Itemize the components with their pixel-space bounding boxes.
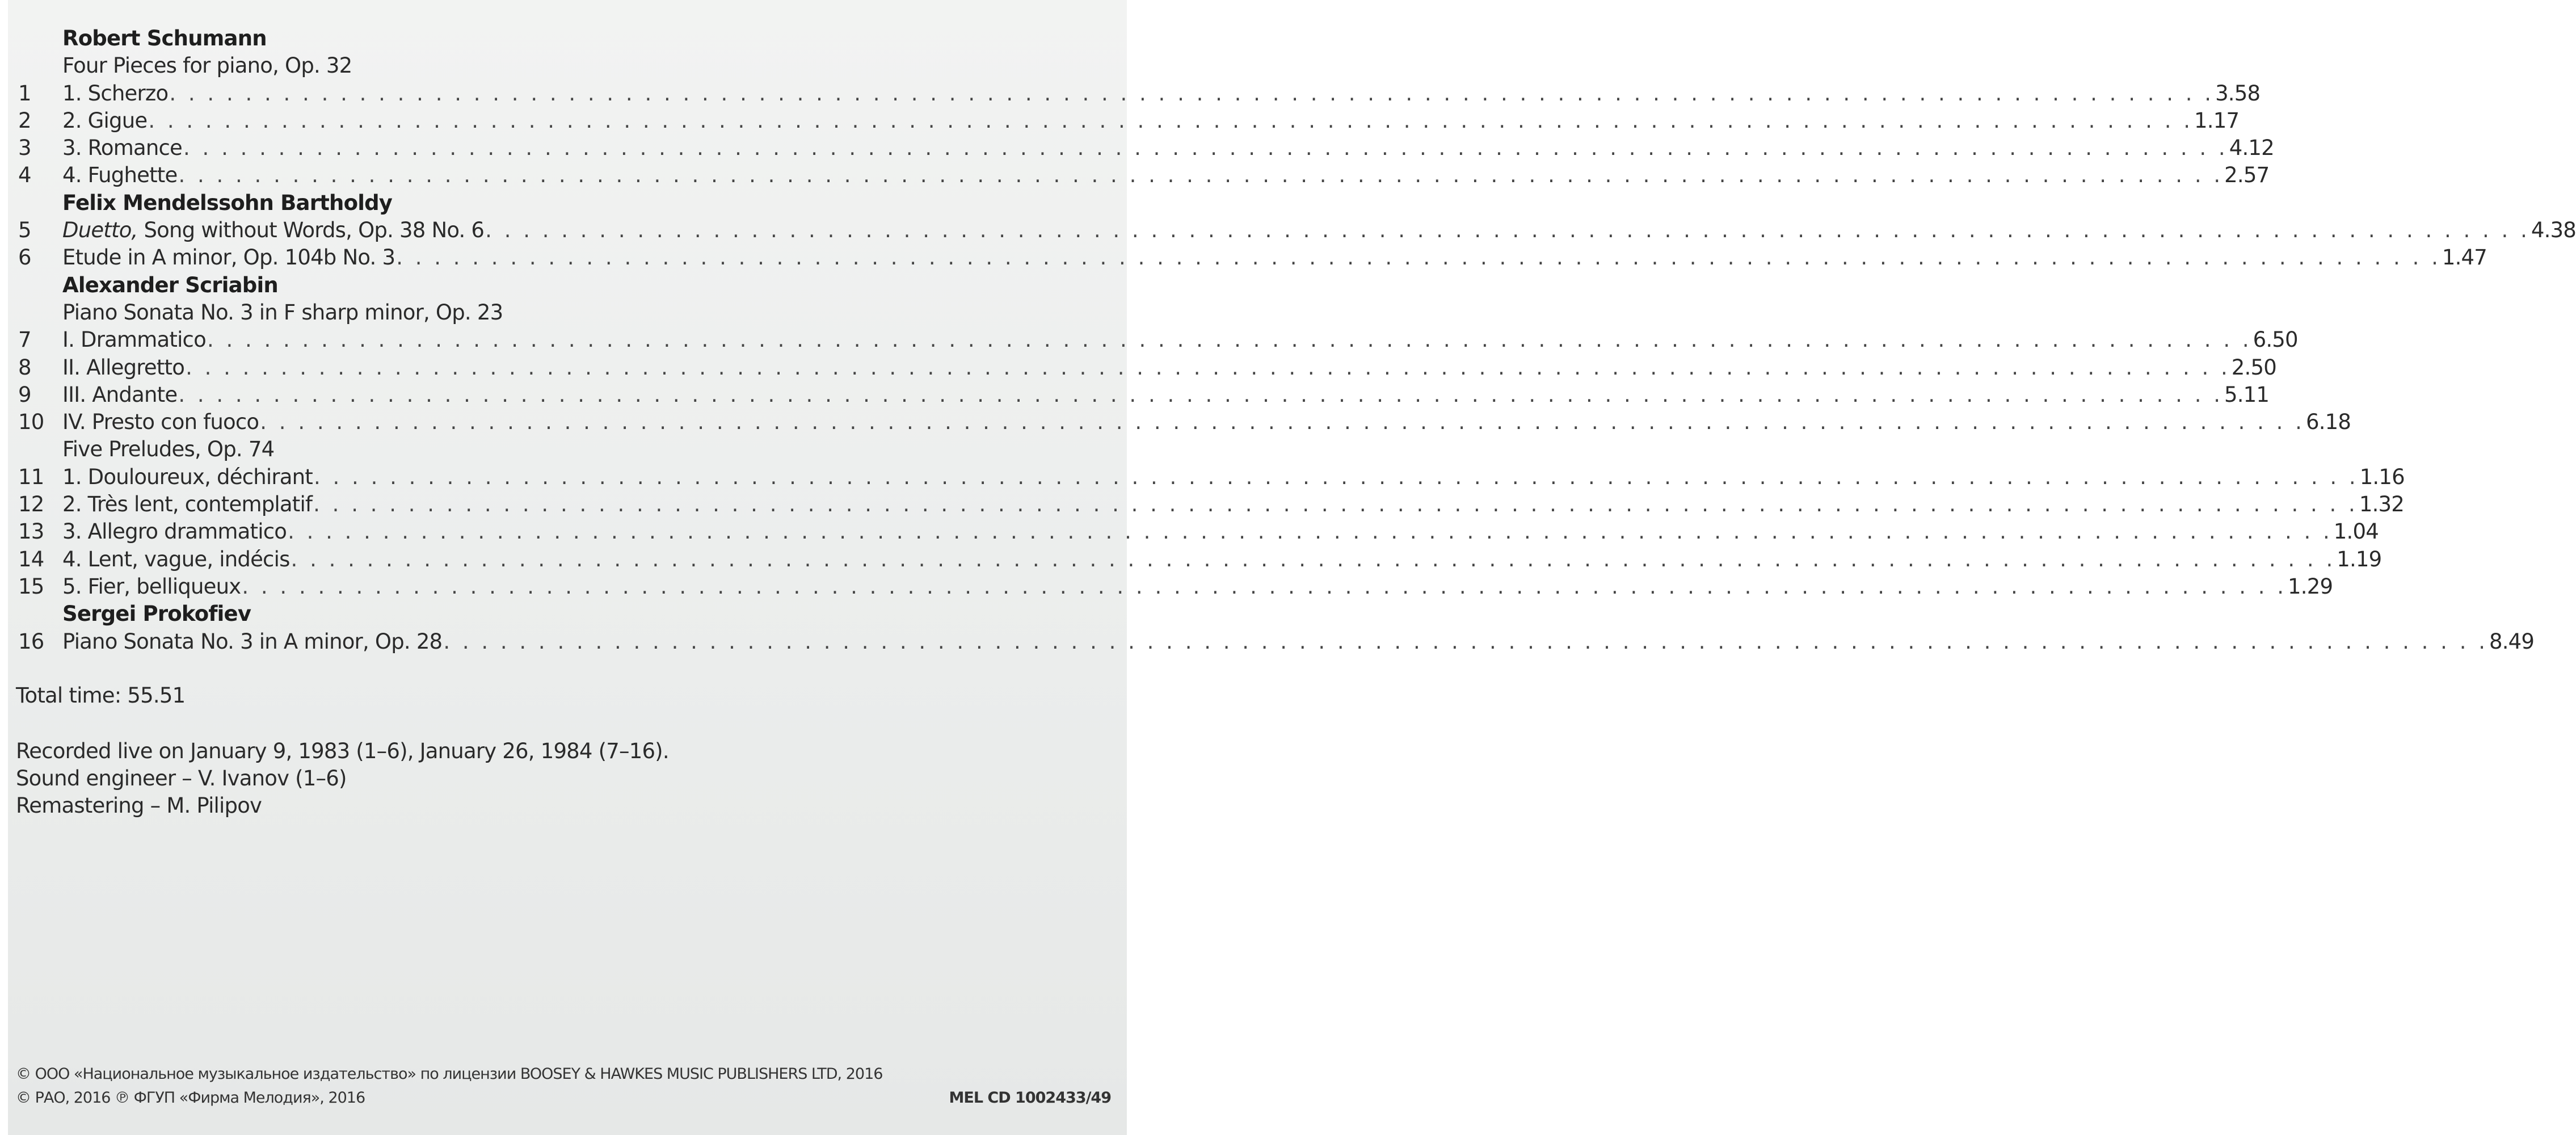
- track-title-text: 4. Fughette: [62, 163, 178, 188]
- track-title: [62, 354, 184, 381]
- track-line: [62, 162, 2270, 189]
- track-duration: 1.17: [2194, 108, 2240, 133]
- dot-leader: . . . . . . . . . . . . . . . . . . . . . . . . . . . . . . . . . . . . . . . . . . . . . . . . . . . . . . . . . . . . . . . . . . . . . . . . . . . . . . . . . . . . . . . . . . . . . . . . . . . . . . . . . . . .: [260, 410, 2305, 435]
- work-row: [8, 299, 1127, 326]
- track-title: [62, 464, 313, 491]
- track-title-text: 1. Scherzo: [62, 81, 169, 106]
- track-row: [8, 573, 2333, 600]
- track-line: [62, 217, 2576, 244]
- track-title-text: Song without Words, Op. 38 No. 6: [137, 218, 485, 243]
- composer-name: Alexander Scriabin: [62, 272, 278, 297]
- track-row: [8, 628, 2535, 655]
- dot-leader: . . . . . . . . . . . . . . . . . . . . . . . . . . . . . . . . . . . . . . . . . . . . . . . . . . . . . . . . . . . . . . . . . . . . . . . . . . . . . . . . . . . . . . . . . . . . . . . . . . . . . . . . . . . .: [148, 108, 2193, 133]
- track-line: [62, 573, 2333, 600]
- copyright-license: © ООО «Национальное музыкальное издательство» по лицензии BOOSEY & HAWKES MUSIC PUBLISHERS LTD, 2016: [16, 1065, 883, 1083]
- track-row: [8, 80, 2261, 107]
- track-duration: 4.38: [2531, 218, 2576, 243]
- track-line: [62, 381, 2270, 409]
- dot-leader: . . . . . . . . . . . . . . . . . . . . . . . . . . . . . . . . . . . . . . . . . . . . . . . . . . . . . . . . . . . . . . . . . . . . . . . . . . . . . . . . . . . . . . . . . . . . . . . . . . . . . . . . . . . .: [207, 327, 2252, 352]
- track-line: [62, 244, 2487, 271]
- track-title: [62, 134, 182, 162]
- track-number: 13: [18, 519, 44, 544]
- track-line: [62, 134, 2274, 162]
- track-number: 2: [18, 108, 31, 133]
- track-number: 16: [18, 629, 44, 654]
- work-title: Five Preludes, Op. 74: [62, 437, 275, 462]
- track-number: 14: [18, 547, 44, 571]
- track-row: [8, 162, 2270, 189]
- track-title-text: Piano Sonata No. 3 in A minor, Op. 28: [62, 629, 443, 654]
- track-title: [62, 628, 442, 655]
- track-title-text: I. Drammatico: [62, 327, 206, 352]
- track-title: [62, 107, 147, 134]
- track-duration: 3.58: [2215, 81, 2261, 106]
- track-row: [8, 381, 2270, 409]
- track-title: [62, 162, 177, 189]
- track-duration: 1.32: [2359, 492, 2405, 517]
- catalog-number: MEL CD 1002433/49: [949, 1089, 1111, 1107]
- dot-leader: . . . . . . . . . . . . . . . . . . . . . . . . . . . . . . . . . . . . . . . . . . . . . . . . . . . . . . . . . . . . . . . . . . . . . . . . . . . . . . . . . . . . . . . . . . . . . . . . . . . . . . . . . . . .: [288, 519, 2333, 544]
- track-title: [62, 244, 395, 271]
- track-number: 6: [18, 245, 31, 270]
- track-line: [62, 354, 2276, 381]
- sound-engineer: Sound engineer – V. Ivanov (1–6): [16, 766, 347, 791]
- track-duration: 6.18: [2305, 410, 2351, 435]
- track-number: 4: [18, 163, 31, 188]
- dot-leader: . . . . . . . . . . . . . . . . . . . . . . . . . . . . . . . . . . . . . . . . . . . . . . . . . . . . . . . . . . . . . . . . . . . . . . . . . . . . . . . . . . . . . . . . . . . . . . . . . . . . . . . . . . . .: [443, 629, 2488, 654]
- track-row: [8, 354, 2276, 381]
- track-line: [62, 464, 2405, 491]
- work-row: [8, 436, 1127, 463]
- track-duration: 8.49: [2489, 629, 2535, 654]
- track-title-text: II. Allegretto: [62, 355, 185, 380]
- track-title: [62, 326, 206, 354]
- dot-leader: . . . . . . . . . . . . . . . . . . . . . . . . . . . . . . . . . . . . . . . . . . . . . . . . . . . . . . . . . . . . . . . . . . . . . . . . . . . . . . . . . . . . . . . . . . . . . . . . . . . . . . . . . . . .: [485, 218, 2530, 243]
- track-duration: 1.19: [2337, 547, 2382, 571]
- work-title: Four Pieces for piano, Op. 32: [62, 53, 352, 78]
- track-title-italic: Duetto,: [62, 218, 138, 243]
- track-duration: 4.12: [2229, 136, 2274, 161]
- dot-leader: . . . . . . . . . . . . . . . . . . . . . . . . . . . . . . . . . . . . . . . . . . . . . . . . . . . . . . . . . . . . . . . . . . . . . . . . . . . . . . . . . . . . . . . . . . . . . . . . . . . . . . . . . . . .: [169, 81, 2215, 106]
- composer-row: [8, 190, 1127, 217]
- track-title: [62, 573, 241, 600]
- track-list: [8, 25, 2576, 655]
- track-row: [8, 326, 2298, 354]
- track-line: [62, 80, 2261, 107]
- track-line: [62, 409, 2351, 436]
- track-title-text: III. Andante: [62, 382, 178, 407]
- track-title-text: 2. Très lent, contemplatif: [62, 492, 313, 517]
- total-time: Total time: 55.51: [16, 683, 186, 708]
- track-title-text: 3. Allegro drammatico: [62, 519, 287, 544]
- track-line: [62, 628, 2535, 655]
- track-line: [62, 326, 2298, 354]
- track-title: [62, 217, 484, 244]
- track-duration: 1.16: [2359, 464, 2405, 489]
- composer-name: Robert Schumann: [62, 26, 267, 51]
- track-title: [62, 518, 287, 545]
- dot-leader: . . . . . . . . . . . . . . . . . . . . . . . . . . . . . . . . . . . . . . . . . . . . . . . . . . . . . . . . . . . . . . . . . . . . . . . . . . . . . . . . . . . . . . . . . . . . . . . . . . . . . . . . . . . .: [313, 492, 2358, 517]
- track-row: [8, 217, 2576, 244]
- track-number: 11: [18, 464, 44, 489]
- composer-row: [8, 25, 1127, 52]
- work-title: Piano Sonata No. 3 in F sharp minor, Op. 23: [62, 300, 503, 325]
- dot-leader: . . . . . . . . . . . . . . . . . . . . . . . . . . . . . . . . . . . . . . . . . . . . . . . . . . . . . . . . . . . . . . . . . . . . . . . . . . . . . . . . . . . . . . . . . . . . . . . . . . . . . . . . . . . .: [178, 382, 2223, 407]
- track-title: [62, 80, 168, 107]
- dot-leader: . . . . . . . . . . . . . . . . . . . . . . . . . . . . . . . . . . . . . . . . . . . . . . . . . . . . . . . . . . . . . . . . . . . . . . . . . . . . . . . . . . . . . . . . . . . . . . . . . . . . . . . . . . . .: [186, 355, 2230, 380]
- booklet-page: [8, 0, 2576, 1135]
- track-line: [62, 491, 2405, 518]
- track-title: [62, 491, 312, 518]
- track-row: [8, 409, 2351, 436]
- track-duration: 2.57: [2224, 163, 2270, 188]
- track-number: 10: [18, 410, 44, 435]
- composer-name: Felix Mendelssohn Bartholdy: [62, 190, 393, 215]
- dot-leader: . . . . . . . . . . . . . . . . . . . . . . . . . . . . . . . . . . . . . . . . . . . . . . . . . . . . . . . . . . . . . . . . . . . . . . . . . . . . . . . . . . . . . . . . . . . . . . . . . . . . . . . . . . . .: [178, 163, 2224, 188]
- track-line: [62, 518, 2379, 545]
- track-title-text: 4. Lent, vague, indécis: [62, 547, 290, 571]
- remastering: Remastering – M. Pilipov: [16, 793, 262, 818]
- work-row: [8, 52, 1127, 79]
- track-number: 7: [18, 327, 31, 352]
- track-duration: 2.50: [2231, 355, 2276, 380]
- track-title: [62, 546, 290, 573]
- track-number: 8: [18, 355, 31, 380]
- track-title-text: 1. Douloureux, déchirant: [62, 464, 313, 489]
- track-row: [8, 464, 2405, 491]
- recording-date: Recorded live on January 9, 1983 (1–6), January 26, 1984 (7–16).: [16, 739, 669, 763]
- track-line: [62, 546, 2382, 573]
- track-title: [62, 409, 259, 436]
- track-title-text: 3. Romance: [62, 136, 183, 161]
- composer-row: [8, 600, 1127, 628]
- dot-leader: . . . . . . . . . . . . . . . . . . . . . . . . . . . . . . . . . . . . . . . . . . . . . . . . . . . . . . . . . . . . . . . . . . . . . . . . . . . . . . . . . . . . . . . . . . . . . . . . . . . . . . . . . . . .: [314, 464, 2359, 489]
- track-row: [8, 546, 2382, 573]
- track-title-text: 2. Gigue: [62, 108, 148, 133]
- recording-credits: [16, 738, 669, 819]
- dot-leader: . . . . . . . . . . . . . . . . . . . . . . . . . . . . . . . . . . . . . . . . . . . . . . . . . . . . . . . . . . . . . . . . . . . . . . . . . . . . . . . . . . . . . . . . . . . . . . . . . . . . . . . . . . . .: [242, 574, 2287, 599]
- track-duration: 6.50: [2253, 327, 2298, 352]
- track-title-text: IV. Presto con fuoco: [62, 410, 259, 435]
- track-number: 5: [18, 218, 31, 243]
- track-number: 3: [18, 136, 31, 161]
- track-number: 12: [18, 492, 44, 517]
- track-row: [8, 518, 2379, 545]
- dot-leader: . . . . . . . . . . . . . . . . . . . . . . . . . . . . . . . . . . . . . . . . . . . . . . . . . . . . . . . . . . . . . . . . . . . . . . . . . . . . . . . . . . . . . . . . . . . . . . . . . . . . . . . . . . . .: [291, 547, 2336, 571]
- track-line: [62, 107, 2240, 134]
- track-title: [62, 381, 177, 409]
- track-title-text: Etude in A minor, Op. 104b No. 3: [62, 245, 395, 270]
- track-duration: 5.11: [2224, 382, 2270, 407]
- track-duration: 1.29: [2288, 574, 2333, 599]
- copyright-rights: © РАО, 2016 ℗ ФГУП «Фирма Мелодия», 2016: [16, 1089, 365, 1107]
- track-row: [8, 244, 2487, 271]
- track-title-text: 5. Fier, belliqueux: [62, 574, 241, 599]
- track-duration: 1.47: [2442, 245, 2487, 270]
- composer-row: [8, 272, 1127, 299]
- track-row: [8, 107, 2240, 134]
- track-row: [8, 491, 2405, 518]
- track-row: [8, 134, 2274, 162]
- track-duration: 1.04: [2333, 519, 2379, 544]
- composer-name: Sergei Prokofiev: [62, 602, 251, 627]
- dot-leader: . . . . . . . . . . . . . . . . . . . . . . . . . . . . . . . . . . . . . . . . . . . . . . . . . . . . . . . . . . . . . . . . . . . . . . . . . . . . . . . . . . . . . . . . . . . . . . . . . . . . . . . . . . . .: [183, 136, 2228, 161]
- track-number: 1: [18, 81, 31, 106]
- track-number: 15: [18, 574, 44, 599]
- track-number: 9: [18, 382, 31, 407]
- dot-leader: . . . . . . . . . . . . . . . . . . . . . . . . . . . . . . . . . . . . . . . . . . . . . . . . . . . . . . . . . . . . . . . . . . . . . . . . . . . . . . . . . . . . . . . . . . . . . . . . . . . . . . . . . . . .: [396, 245, 2441, 270]
